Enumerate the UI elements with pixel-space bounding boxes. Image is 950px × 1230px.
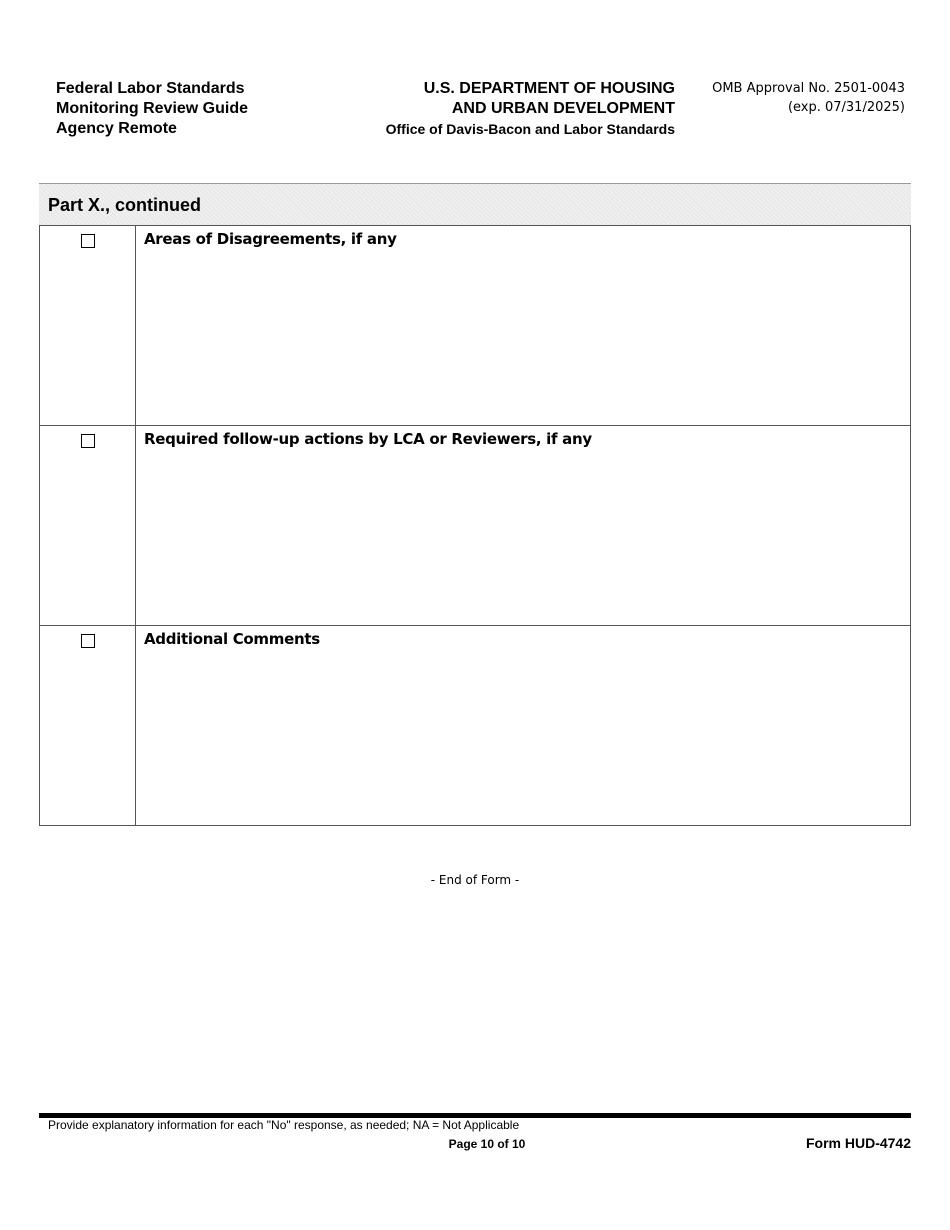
checkbox-cell: [40, 426, 136, 626]
review-form-table: [39, 225, 911, 826]
checkbox-cell: [40, 626, 136, 826]
office-name: Office of Davis-Bacon and Labor Standards: [385, 121, 675, 137]
response-cell[interactable]: [136, 626, 911, 826]
omb-approval: [712, 79, 905, 117]
response-cell[interactable]: [136, 426, 911, 626]
omb-expiration: (exp. 07/31/2025): [787, 100, 905, 115]
omb-approval-number: OMB Approval No. 2501-0043: [712, 81, 905, 96]
row-label: Required follow-up actions by LCA or Reviewers, if any: [144, 430, 592, 448]
table-row: [40, 626, 911, 826]
row-label: Additional Comments: [144, 630, 320, 648]
header-guide-line: Agency Remote: [56, 120, 177, 137]
department-name-line1: U.S. DEPARTMENT OF HOUSING: [423, 80, 675, 97]
table-row: [40, 426, 911, 626]
part-section-header: [39, 183, 911, 225]
header-guide-line: Monitoring Review Guide: [56, 100, 249, 117]
header-guide-title: [56, 79, 248, 139]
page-number: Page 10 of 10: [448, 1137, 526, 1151]
form-number: Form HUD-4742: [805, 1135, 911, 1151]
header-department: [300, 79, 675, 139]
additional-comments-checkbox[interactable]: [81, 634, 95, 648]
disagreements-checkbox[interactable]: [81, 234, 95, 248]
row-label: Areas of Disagreements, if any: [144, 230, 397, 248]
follow-up-checkbox[interactable]: [81, 434, 95, 448]
table-row: [40, 226, 911, 426]
header-guide-line: Federal Labor Standards: [56, 80, 245, 97]
department-name-line2: AND URBAN DEVELOPMENT: [451, 100, 675, 117]
end-of-form-marker: - End of Form -: [430, 873, 520, 887]
response-cell[interactable]: [136, 226, 911, 426]
part-title: Part X., continued: [48, 195, 202, 215]
checkbox-cell: [40, 226, 136, 426]
footer-instructions: Provide explanatory information for each "No" response, as needed; NA = Not Applicable: [48, 1118, 520, 1132]
